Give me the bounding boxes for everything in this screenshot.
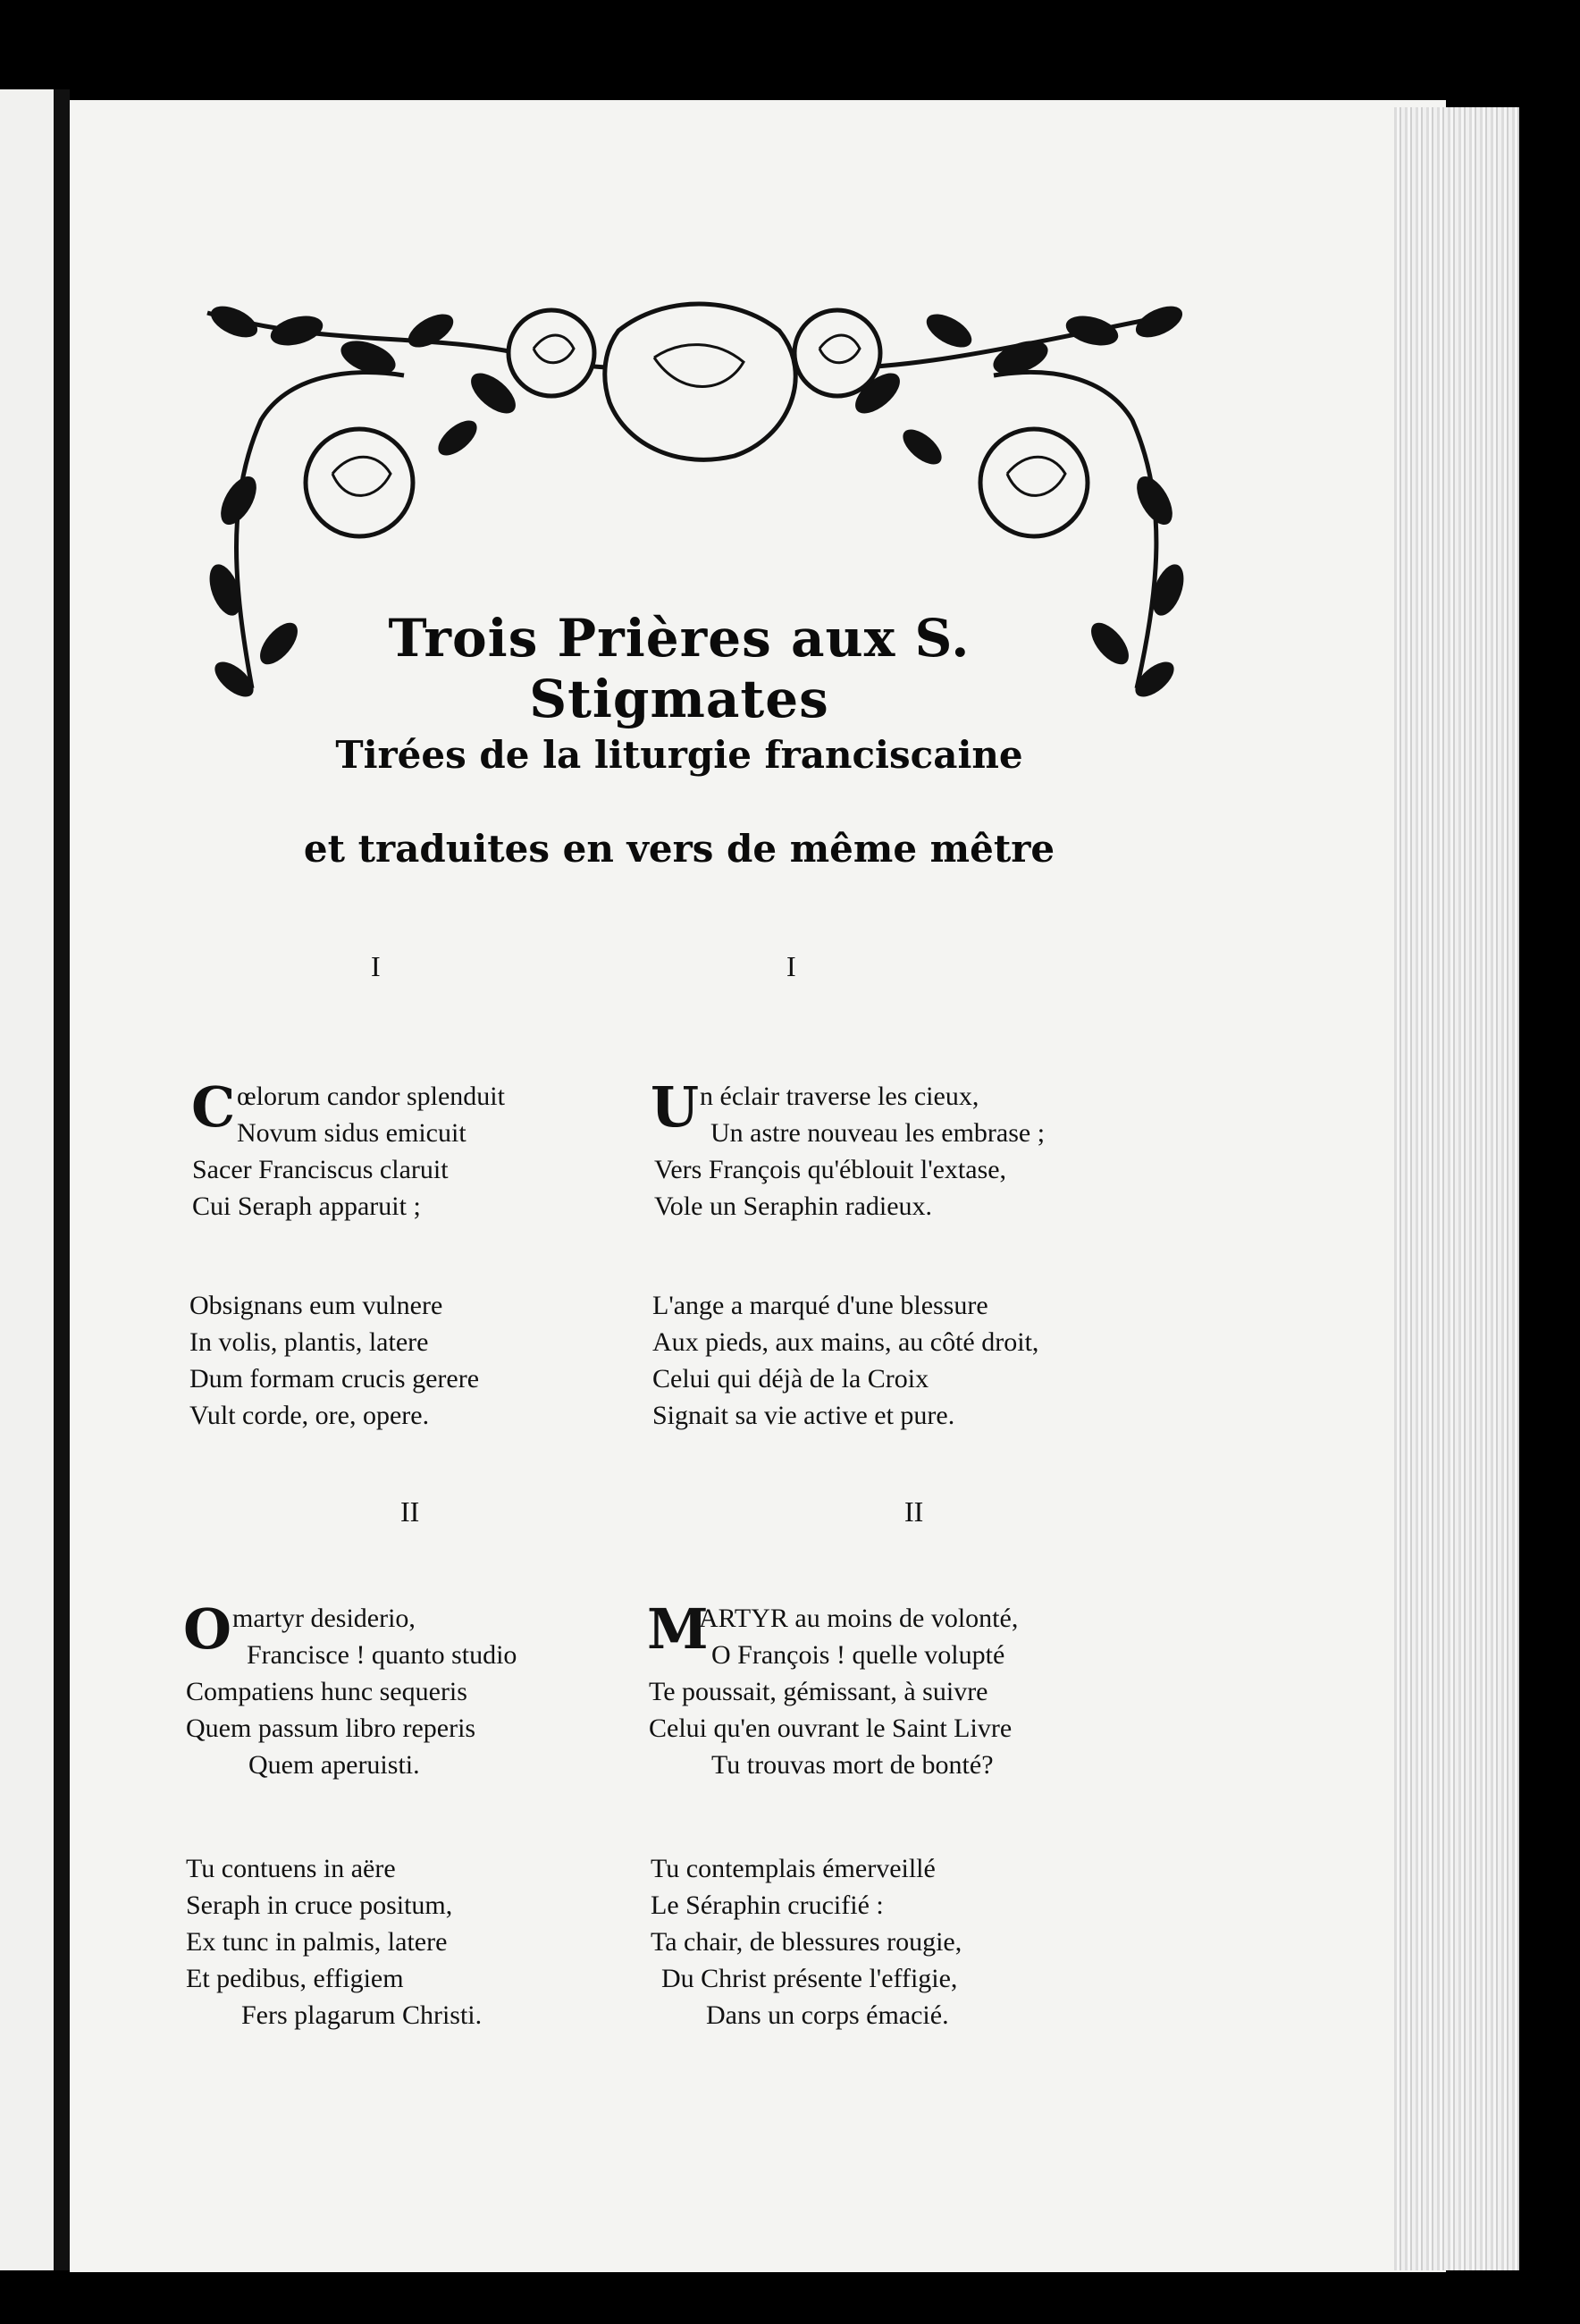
verse-line: Seraph in cruce positum, [186, 1890, 453, 1920]
gutter-line [54, 89, 70, 2270]
stanza-latin [232, 1600, 517, 1673]
verse-line: Francisce ! quanto studio [247, 1640, 517, 1670]
verse-line: Sacer Franciscus claruit [192, 1155, 449, 1184]
drop-cap-french-2: M [647, 1596, 709, 1662]
verse-line: Signait sa vie active et pure. [652, 1401, 955, 1430]
verse-line: In volis, plantis, latere [189, 1327, 429, 1357]
verse-line: n éclair traverse les cieux, [700, 1082, 979, 1111]
subtitle-line-1: Tirées de la liturgie franciscaine [335, 733, 1023, 777]
verse-line: Tu contuens in aëre [186, 1854, 396, 1883]
stanza-french-continued [654, 1151, 1006, 1225]
drop-cap-latin-1: C [191, 1074, 236, 1140]
verse-line: Cui Seraph apparuit ; [192, 1191, 421, 1221]
verse-line: martyr desiderio, [232, 1604, 416, 1633]
verse-line: Dum formam crucis gerere [189, 1364, 480, 1394]
verse-line: Fers plagarum Christi. [241, 2000, 483, 2030]
left-page-edge [0, 89, 54, 2270]
stanza-french [652, 1287, 1038, 1434]
verse-line: Ta chair, de blessures rougie, [651, 1927, 962, 1957]
verse-line: ARTYR au moins de volonté, [699, 1604, 1019, 1633]
section-numeral-latin-1: I [371, 950, 381, 982]
section-numeral-french-2: II [904, 1495, 924, 1528]
verse-line: Compatiens hunc sequeris [186, 1677, 467, 1706]
verse-line: L'ange a marqué d'une blessure [652, 1291, 988, 1320]
stanza-latin [237, 1078, 505, 1151]
stanza-latin-continued [192, 1151, 449, 1225]
section-numeral-french-1: I [786, 950, 796, 982]
stanza-french-continued [649, 1673, 1012, 1783]
stanza-french [699, 1600, 1018, 1673]
subtitle-line-2: et traduites en vers de même mêtre [303, 827, 1055, 871]
stanza-latin [186, 1850, 482, 2034]
page-title: Trois Prières aux S. Stigmates [388, 608, 971, 729]
verse-line: Vult corde, ore, opere. [189, 1401, 430, 1430]
page-edges [1394, 107, 1519, 2270]
verse-line: Vole un Seraphin radieux. [654, 1191, 933, 1221]
verse-line: O François ! quelle volupté [711, 1640, 1005, 1670]
verse-line: Celui qui déjà de la Croix [652, 1364, 929, 1394]
verse-line: Et pedibus, effigiem [186, 1964, 404, 1993]
verse-line: Du Christ présente l'effigie, [661, 1964, 958, 1993]
verse-line: Dans un corps émacié. [706, 2000, 949, 2030]
verse-line: Celui qu'en ouvrant le Saint Livre [649, 1714, 1013, 1743]
verse-line: Tu trouvas mort de bonté? [711, 1750, 994, 1780]
verse-line: Te poussait, gémissant, à suivre [649, 1677, 988, 1706]
verse-line: Obsignans eum vulnere [189, 1291, 443, 1320]
drop-cap-french-1: U [651, 1074, 700, 1140]
section-numeral-latin-2: II [400, 1495, 420, 1528]
verse-line: Ex tunc in palmis, latere [186, 1927, 448, 1957]
verse-line: Vers François qu'éblouit l'extase, [654, 1155, 1007, 1184]
drop-cap-latin-2: O [183, 1596, 232, 1662]
verse-line: Un astre nouveau les embrase ; [710, 1118, 1046, 1148]
stanza-french [700, 1078, 1045, 1151]
stanza-latin [189, 1287, 479, 1434]
stanza-latin-continued [186, 1673, 475, 1783]
verse-line: œlorum candor splenduit [237, 1082, 505, 1111]
verse-line: Tu contemplais émerveillé [651, 1854, 936, 1883]
stanza-french [651, 1850, 962, 2034]
verse-line: Aux pieds, aux mains, au côté droit, [652, 1327, 1039, 1357]
verse-line: Novum sidus emicuit [237, 1118, 466, 1148]
verse-line: Quem passum libro reperis [186, 1714, 476, 1743]
verse-line: Quem aperuisti. [248, 1750, 420, 1780]
verse-line: Le Séraphin crucifié : [651, 1890, 884, 1920]
